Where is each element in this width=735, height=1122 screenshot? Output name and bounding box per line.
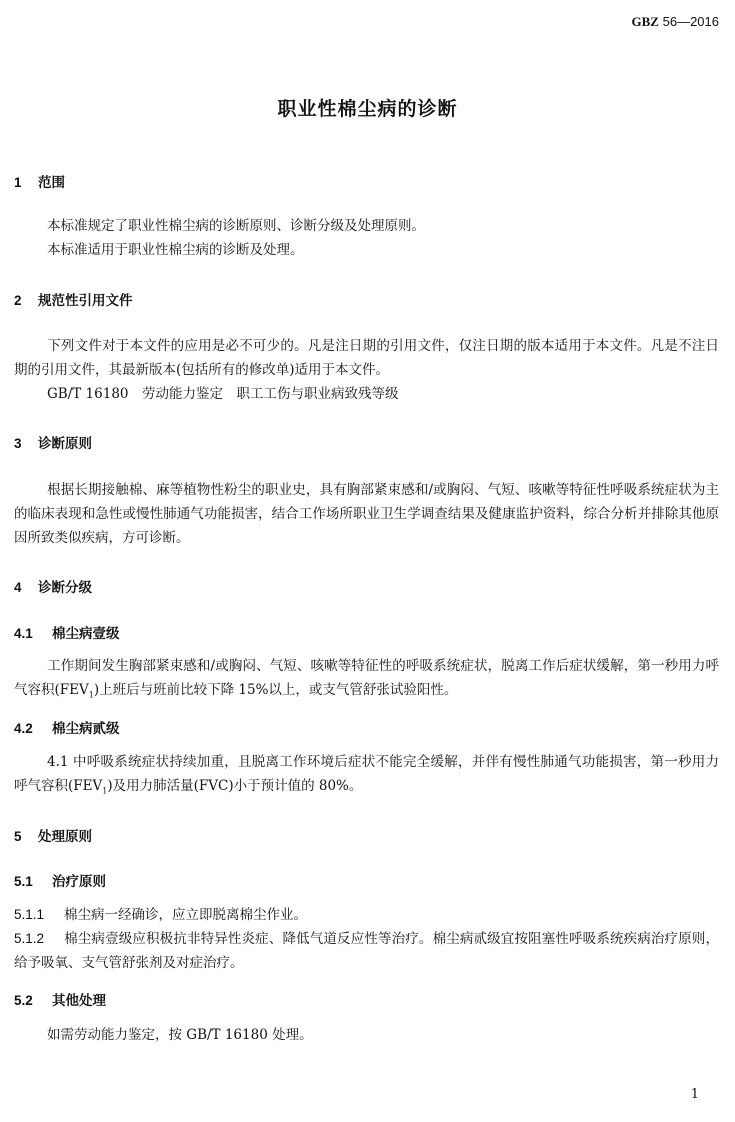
section-5-1-2-clause: 5.1.2 棉尘病壹级应积极抗非特异性炎症、降低气道反应性等治疗。棉尘病贰级宜按阻塞性呼吸系统疾病治疗原则，给予吸氧、支气管舒张剂及对症治疗。 bbox=[14, 931, 719, 971]
standard-number: 56—2016 bbox=[662, 14, 719, 29]
section-1-heading: 1 范围 bbox=[14, 175, 65, 191]
section-4-1-heading: 4.1 棉尘病壹级 bbox=[14, 626, 120, 642]
section-1-para-1: 本标准规定了职业性棉尘病的诊断原则、诊断分级及处理原则。 bbox=[47, 218, 425, 234]
document-title: 职业性棉尘病的诊断 bbox=[277, 98, 458, 120]
section-5-1-heading: 5.1 治疗原则 bbox=[14, 874, 106, 890]
section-3-para-1: 根据长期接触棉、麻等植物性粉尘的职业史，具有胸部紧束感和/或胸闷、气短、咳嗽等特征性呼吸系统症状为主的临床表现和急性或慢性肺通气功能损害，结合工作场所职业卫生学调查结果及健康监护资料，综合分析并排除其他原因所致类似疾病，方可诊断。 bbox=[14, 482, 719, 546]
section-4-2-heading: 4.2 棉尘病贰级 bbox=[14, 721, 120, 737]
standard-prefix: GBZ bbox=[631, 14, 659, 29]
section-5-heading: 5 处理原则 bbox=[14, 829, 92, 845]
standard-code bbox=[632, 14, 719, 30]
section-3-heading: 3 诊断原则 bbox=[14, 436, 92, 452]
section-4-1-para: 工作期间发生胸部紧束感和/或胸闷、气短、咳嗽等特征性的呼吸系统症状，脱离工作后症状缓解，第一秒用力呼气容积$(FEV_1)$上班后与班前比较下降 15%以上，或支气管舒张试验阳性。 bbox=[14, 658, 719, 700]
section-5-2-para: 如需劳动能力鉴定，按 GB/T 16180 处理。 bbox=[47, 1027, 313, 1043]
section-5-1-1-clause: 5.1.1 棉尘病一经确诊，应立即脱离棉尘作业。 bbox=[14, 907, 307, 923]
section-5-2-heading: 5.2 其他处理 bbox=[14, 993, 106, 1009]
section-4-2-para: 4.1 中呼吸系统症状持续加重，且脱离工作环境后症状不能完全缓解，并伴有慢性肺通气功能损害，第一秒用力呼气容积$(FEV_1)$及用力肺活量(FVC)小于预计值的 80%。 bbox=[14, 754, 719, 796]
page-number: 1 bbox=[690, 1087, 699, 1102]
section-2-heading: 2 规范性引用文件 bbox=[14, 293, 133, 309]
section-1-para-2: 本标准适用于职业性棉尘病的诊断及处理。 bbox=[47, 242, 304, 258]
section-2-para-1: 下列文件对于本文件的应用是必不可少的。凡是注日期的引用文件，仅注日期的版本适用于本文件。凡是不注日期的引用文件，其最新版本(包括所有的修改单)适用于本文件。 bbox=[14, 338, 719, 378]
section-2-reference: GB/T 16180 劳动能力鉴定 职工工伤与职业病致残等级 bbox=[47, 386, 399, 402]
section-4-heading: 4 诊断分级 bbox=[14, 580, 92, 596]
